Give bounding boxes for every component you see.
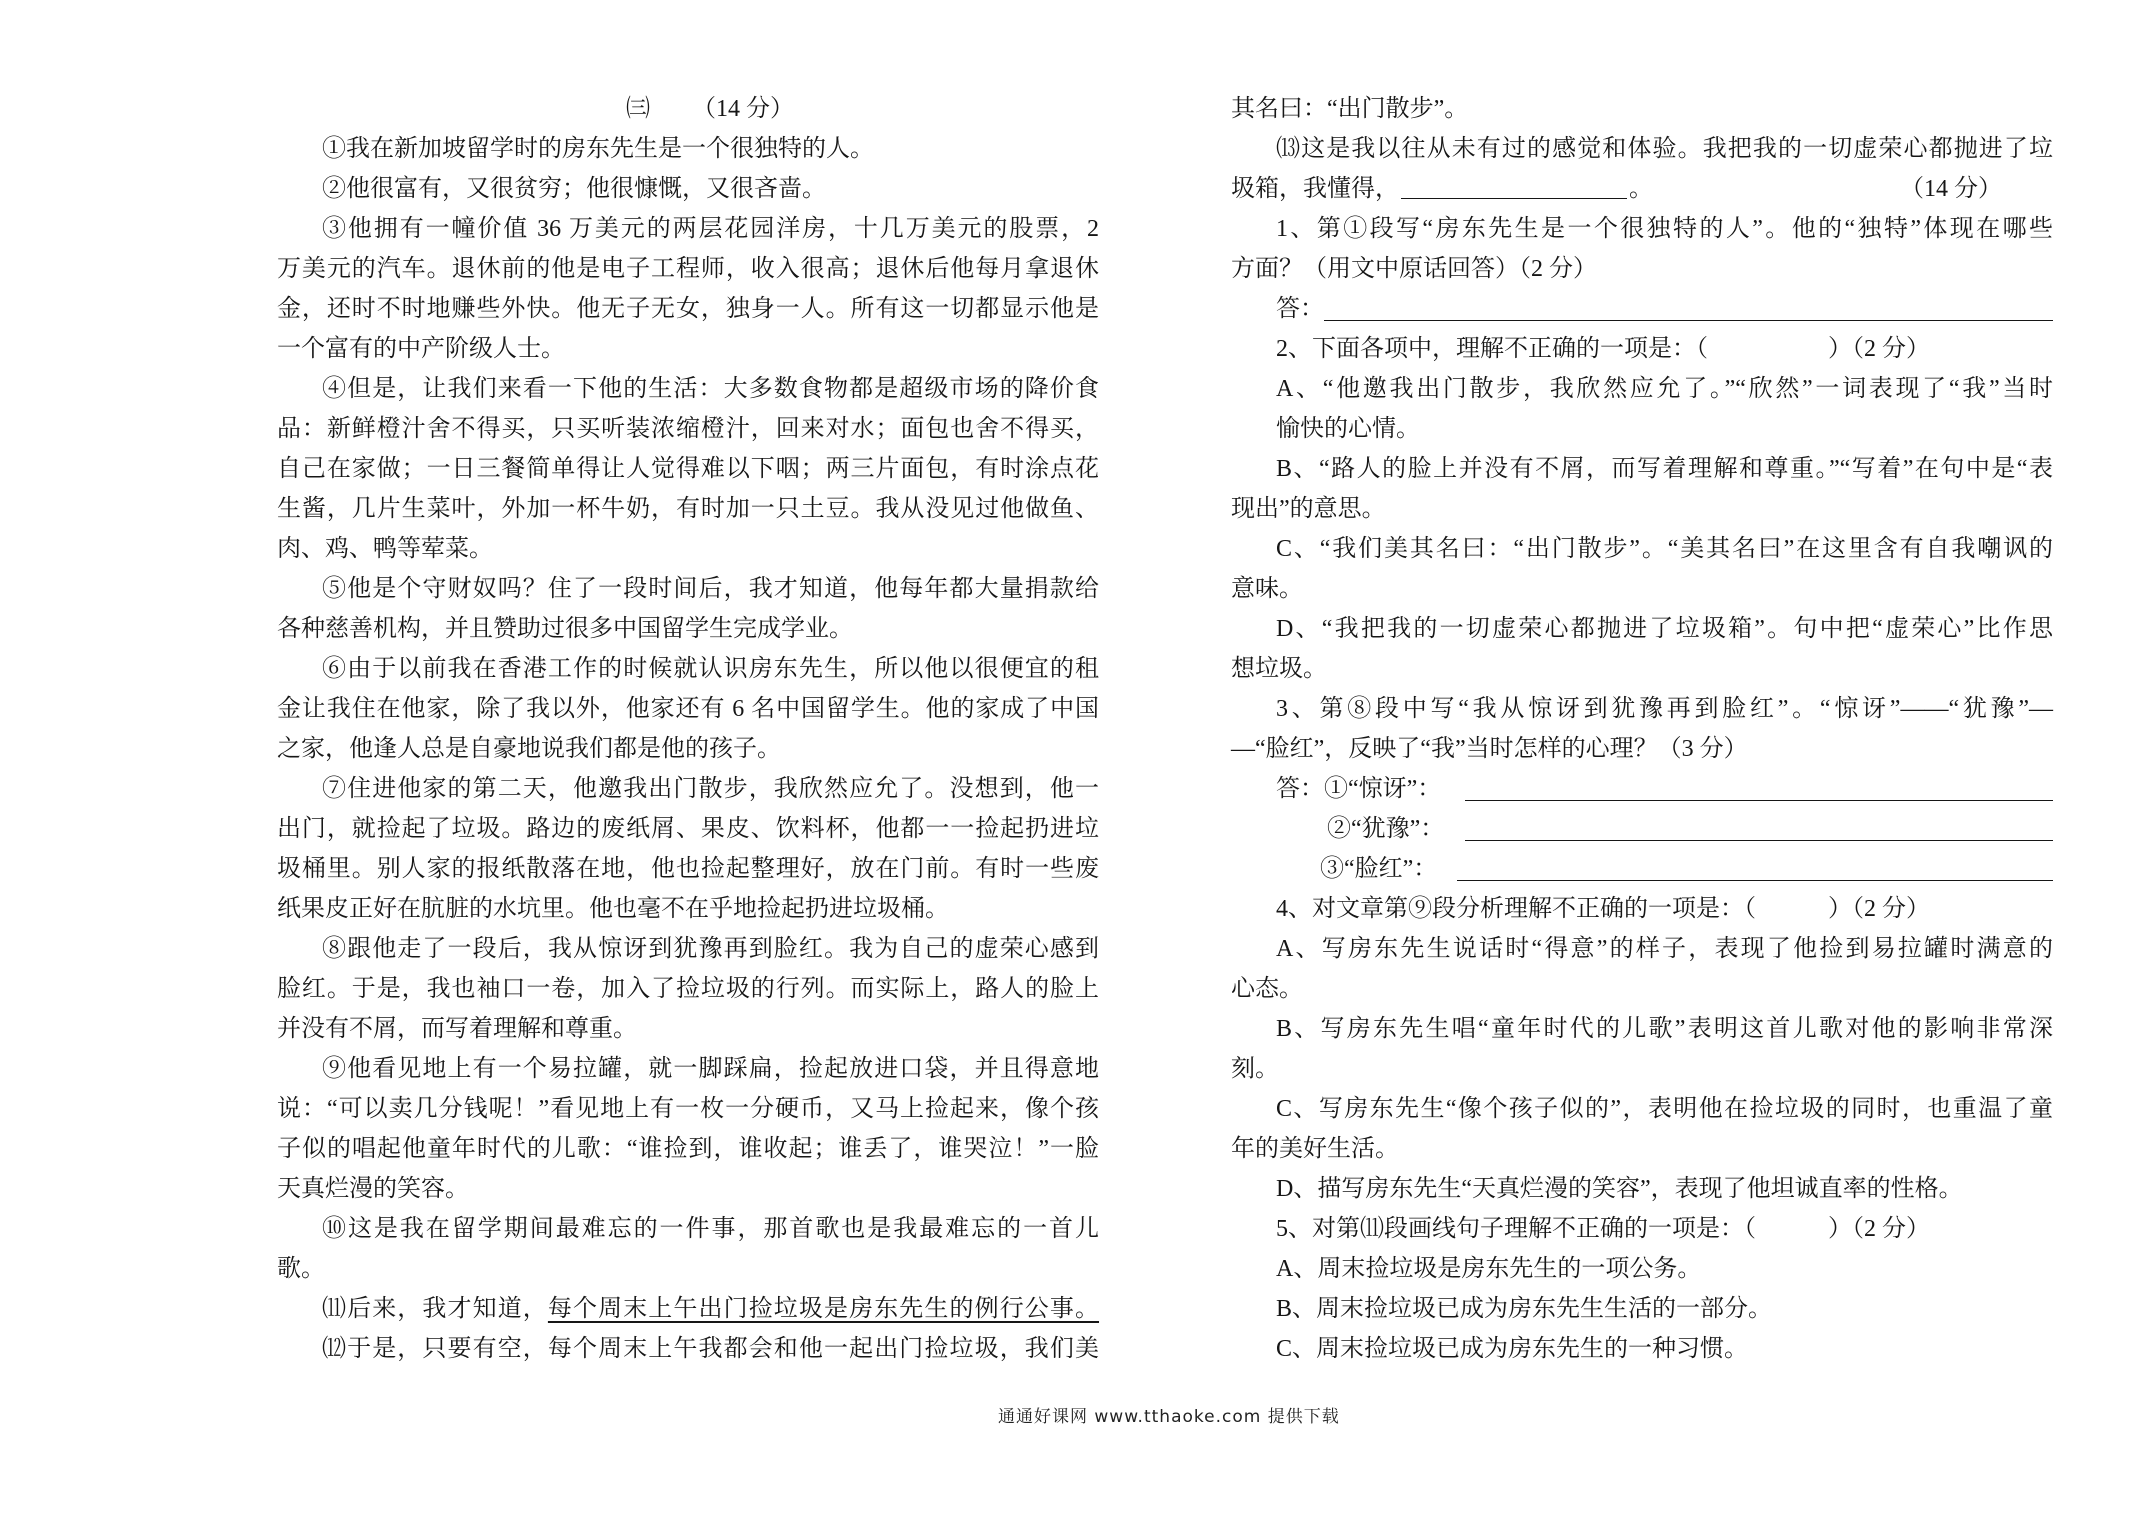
paragraph-8	[277, 929, 1099, 1049]
answer-label: 答：①“惊讶”：	[1276, 776, 1442, 802]
passage-line: ⑩这是我在留学期间最难忘的一件事，那首歌也是我最难忘的一首儿	[322, 1216, 1099, 1242]
option-b-line: B、“路人的脸上并没有不屑，而写着理解和尊重。”“写着”在句中是“表	[1276, 456, 2053, 482]
passage-line: ⒀这是我以往从未有过的感觉和体验。我把我的一切虚荣心都抛进了垃	[1276, 136, 2053, 162]
underlined-sentence: 每个周末上午出门捡垃圾是房东先生的例行公事。	[547, 1296, 1100, 1322]
question-1	[1231, 209, 2053, 329]
passage-line: 其名曰：“出门散步”。	[1231, 96, 1469, 122]
fill-in-blank	[1401, 197, 1627, 199]
paragraph-9	[277, 1049, 1099, 1209]
passage-line: 生酱，几片生菜叶，外加一杯牛奶，有时加一只土豆。我从没见过他做鱼、	[277, 496, 1099, 522]
option-b-line: B、周末捡垃圾已成为房东先生生活的一部分。	[1276, 1296, 1773, 1322]
option-a-line: A、周末捡垃圾是房东先生的一项公务。	[1276, 1256, 1702, 1282]
answer-line	[1231, 289, 2053, 329]
passage-line: ①我在新加坡留学时的房东先生是一个很独特的人。	[322, 136, 874, 162]
questions-column	[1231, 89, 2053, 1369]
passage-line: ⑦住进他家的第二天，他邀我出门散步，我欣然应允了。没想到，他一	[322, 776, 1099, 802]
paragraph-1	[277, 129, 1099, 169]
passage-line: 万美元的汽车。退休前的他是电子工程师，收入很高；退休后他每月拿退休	[277, 256, 1099, 282]
paragraph-6	[277, 649, 1099, 769]
paragraph-12	[277, 1329, 1099, 1369]
section-number: ㈢	[626, 96, 650, 122]
passage-line: 歌。	[277, 1256, 325, 1282]
option-c-line: 年的美好生活。	[1231, 1136, 1399, 1162]
passage-line: 品：新鲜橙汁舍不得买，只买听装浓缩橙汁，回来对水；面包也舍不得买，	[277, 416, 1099, 442]
option-c-line: C、周末捡垃圾已成为房东先生的一种习惯。	[1276, 1336, 1749, 1362]
question-line: 方面？（用文中原话回答）（2 分）	[1231, 256, 1597, 282]
option-c-line: 意味。	[1231, 576, 1303, 602]
option-c-line: C、“我们美其名曰：“出门散步”。“美其名曰”在这里含有自我嘲讽的	[1276, 536, 2053, 562]
passage-column	[277, 89, 1099, 1369]
option-a-line: A、“他邀我出门散步，我欣然应允了。”“欣然”一词表现了“我”当时	[1276, 376, 2053, 402]
passage-line: 金让我住在他家，除了我以外，他家还有 6 名中国留学生。他的家成了中国	[277, 696, 1099, 722]
answer-line	[1231, 849, 2053, 889]
answer-label: ③“脸红”：	[1320, 856, 1438, 882]
passage-line: 一个富有的中产阶级人士。	[277, 336, 565, 362]
passage-line: ④但是，让我们来看一下他的生活：大多数食物都是超级市场的降价食	[322, 376, 1099, 402]
question-2	[1231, 329, 2053, 689]
passage-line: 出门，就捡起了垃圾。路边的废纸屑、果皮、饮料杯，他都一一捡起扔进垃	[277, 816, 1099, 842]
question-line: —“脸红”，反映了“我”当时怎样的心理？（3 分）	[1231, 736, 1748, 762]
option-d-line: D、描写房东先生“天真烂漫的笑容”，表现了他坦诚直率的性格。	[1276, 1176, 1963, 1202]
paragraph-10	[277, 1209, 1099, 1289]
paragraph-7	[277, 769, 1099, 929]
passage-line: 金，还时不时地赚些外快。他无子无女，独身一人。所有这一切都显示他是	[277, 296, 1099, 322]
paragraph-5	[277, 569, 1099, 649]
question-5	[1231, 1209, 2053, 1369]
option-b-line: 现出”的意思。	[1231, 496, 1386, 522]
question-line: 5、对第⑾段画线句子理解不正确的一项是：（ ）（2 分）	[1276, 1216, 1930, 1242]
section-score: （14 分）	[692, 96, 794, 122]
option-c-line: C、写房东先生“像个孩子似的”，表明他在捡垃圾的同时，也重温了童	[1276, 1096, 2053, 1122]
option-a-line: A、写房东先生说话时“得意”的样子，表现了他捡到易拉罐时满意的	[1276, 936, 2053, 962]
answer-label: ②“犹豫”：	[1327, 816, 1445, 842]
passage-line: 之家，他逢人总是自豪地说我们都是他的孩子。	[277, 736, 781, 762]
answer-label: 答：	[1276, 296, 1324, 322]
total-score: （14 分）	[1900, 176, 2002, 202]
paragraph-2	[277, 169, 1099, 209]
answer-line	[1231, 809, 2053, 849]
passage-line: 圾桶里。别人家的报纸散落在地，他也捡起整理好，放在门前。有时一些废	[277, 856, 1099, 882]
page-footer: 通通好课网 www.tthaoke.com 提供下载	[998, 1407, 1340, 1427]
passage-line: ⑨他看见地上有一个易拉罐，就一脚踩扁，捡起放进口袋，并且得意地	[322, 1056, 1099, 1082]
paragraph-11	[277, 1289, 1099, 1329]
passage-line: 说：“可以卖几分钱呢！”看见地上有一枚一分硬币，又马上捡起来，像个孩	[277, 1096, 1099, 1122]
question-line: 4、对文章第⑨段分析理解不正确的一项是：（ ）（2 分）	[1276, 896, 1930, 922]
question-line: 3、第⑧段中写“我从惊讶到犹豫再到脸红”。“惊讶”——“犹豫”—	[1276, 696, 2053, 722]
passage-line: ⑤他是个守财奴吗？住了一段时间后，我才知道，他每年都大量捐款给	[322, 576, 1099, 602]
passage-line: ⑿于是，只要有空，每个周末上午我都会和他一起出门捡垃圾，我们美	[322, 1336, 1099, 1362]
option-b-line: B、写房东先生唱“童年时代的儿歌”表明这首儿歌对他的影响非常深	[1276, 1016, 2053, 1042]
passage-line: 并没有不屑，而写着理解和尊重。	[277, 1016, 637, 1042]
option-d-line: 想垃圾。	[1231, 656, 1327, 682]
passage-line	[277, 1289, 1099, 1329]
question-4	[1231, 889, 2053, 1209]
answer-line	[1231, 769, 2053, 809]
passage-line: 纸果皮正好在肮脏的水坑里。他也毫不在乎地捡起扔进垃圾桶。	[277, 896, 949, 922]
passage-line: 天真烂漫的笑容。	[277, 1176, 469, 1202]
option-a-line: 愉快的心情。	[1276, 416, 1420, 442]
answer-blank	[1324, 320, 2053, 321]
passage-line: ⑥由于以前我在香港工作的时候就认识房东先生，所以他以很便宜的租	[322, 656, 1099, 682]
section-heading	[277, 89, 1099, 129]
passage-line: ③他拥有一幢价值 36 万美元的两层花园洋房，十几万美元的股票，2	[322, 216, 1099, 242]
passage-line: 自己在家做；一日三餐简单得让人觉得难以下咽；两三片面包，有时涂点花	[277, 456, 1099, 482]
question-line: 1、第①段写“房东先生是一个很独特的人”。他的“独特”体现在哪些	[1276, 216, 2053, 242]
paragraph-13	[1231, 129, 2053, 209]
option-a-line: 心态。	[1231, 976, 1303, 1002]
passage-line: 各种慈善机构，并且赞助过很多中国留学生完成学业。	[277, 616, 853, 642]
passage-line: 脸红。于是，我也袖口一卷，加入了捡垃圾的行列。而实际上，路人的脸上	[277, 976, 1099, 1002]
passage-line: 肉、鸡、鸭等荤菜。	[277, 536, 493, 562]
paragraph-4	[277, 369, 1099, 569]
passage-line: ②他很富有，又很贫穷；他很慷慨，又很吝啬。	[322, 176, 826, 202]
fill-in-prefix: 圾箱，我懂得，	[1231, 176, 1399, 202]
fill-in-line	[1231, 169, 2053, 209]
question-3	[1231, 689, 2053, 889]
answer-blank	[1457, 880, 2053, 881]
passage-line: 子似的唱起他童年时代的儿歌：“谁捡到，谁收起；谁丢了，谁哭泣！”一脸	[277, 1136, 1099, 1162]
fill-in-suffix: 。	[1629, 176, 1653, 202]
answer-blank	[1465, 800, 2053, 801]
question-line: 2、下面各项中，理解不正确的一项是：（ ）（2 分）	[1276, 336, 1930, 362]
paragraph-3	[277, 209, 1099, 369]
option-d-line: D、“我把我的一切虚荣心都抛进了垃圾箱”。句中把“虚荣心”比作思	[1276, 616, 2053, 642]
option-b-line: 刻。	[1231, 1056, 1279, 1082]
answer-blank	[1465, 840, 2053, 841]
passage-line: ⑧跟他走了一段后，我从惊讶到犹豫再到脸红。我为自己的虚荣心感到	[322, 936, 1099, 962]
paragraph-text: ⑾后来，我才知道，	[322, 1296, 548, 1322]
